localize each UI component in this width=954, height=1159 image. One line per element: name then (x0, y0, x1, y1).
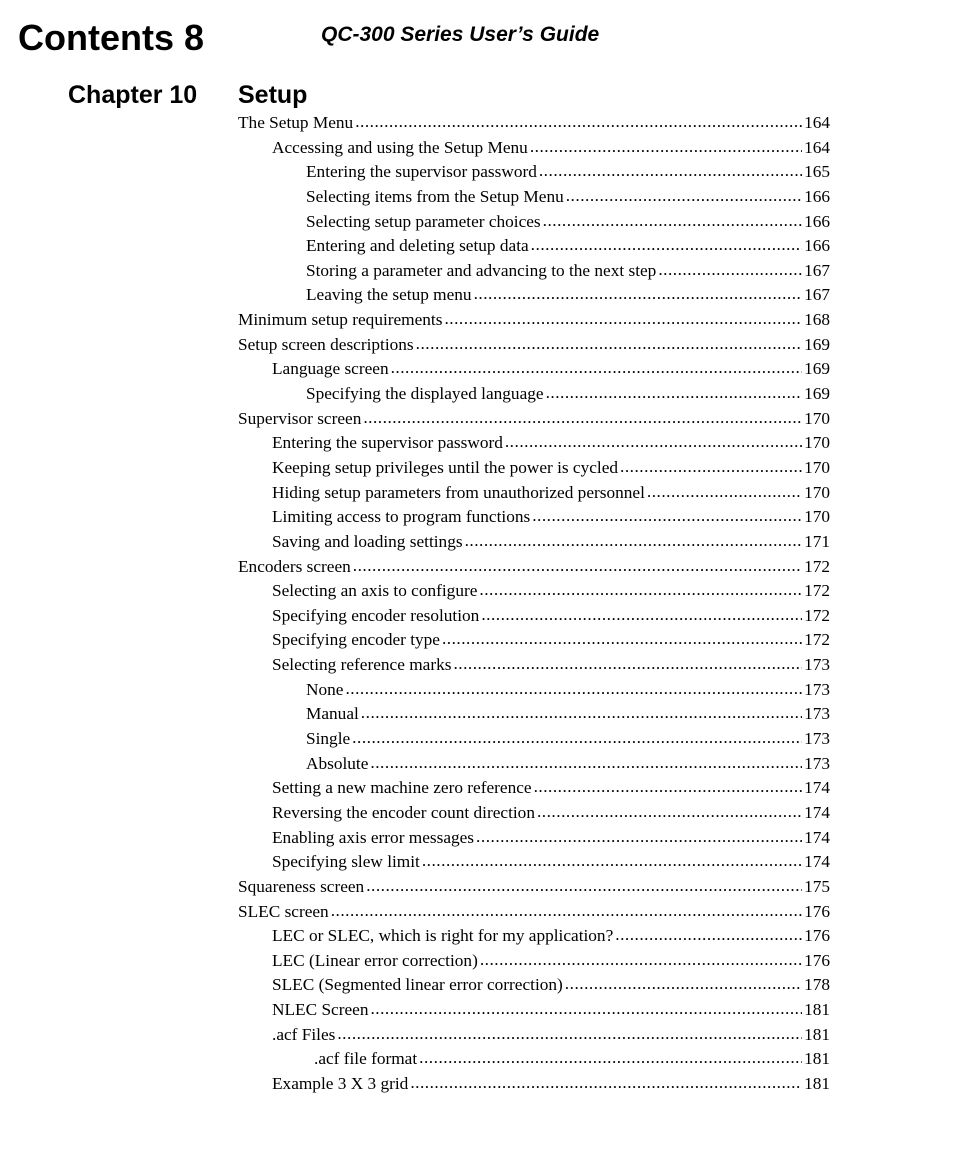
toc-page-number: 170 (804, 507, 830, 527)
dot-leader (416, 332, 802, 357)
toc-page-number: 169 (804, 384, 830, 404)
toc-entry[interactable] (238, 1023, 830, 1048)
toc-entry-title: .acf file format (314, 1049, 418, 1069)
toc-entry-title: Selecting reference marks (272, 655, 452, 675)
toc-entry-title: Hiding setup parameters from unauthorized personnel (272, 482, 645, 502)
toc-entry[interactable] (238, 456, 830, 481)
toc-entry[interactable] (238, 653, 830, 678)
toc-entry[interactable] (238, 604, 830, 629)
toc-entry[interactable] (238, 210, 830, 235)
toc-entry-title: Specifying encoder resolution (272, 605, 480, 625)
toc-entry-title: Setting a new machine zero reference (272, 778, 532, 798)
toc-page-number: 172 (804, 581, 830, 601)
toc-entry-title: Saving and loading settings (272, 531, 463, 551)
dot-leader (537, 800, 802, 825)
toc-entry-title: .acf Files (272, 1024, 336, 1044)
dot-leader (422, 849, 802, 874)
toc-page-number: 169 (804, 359, 830, 379)
toc-entry-title: LEC (Linear error correction) (272, 950, 478, 970)
toc-page-number: 173 (804, 679, 830, 699)
dot-leader (361, 701, 802, 726)
toc-entry[interactable] (238, 283, 830, 308)
toc-page-number: 172 (804, 556, 830, 576)
dot-leader (479, 578, 802, 603)
toc-page-number: 178 (804, 975, 830, 995)
toc-page-number: 176 (804, 950, 830, 970)
chapter-title: Setup (238, 81, 308, 109)
toc-entry[interactable] (238, 185, 830, 210)
toc-entry-title: Enabling axis error messages (272, 827, 475, 847)
toc-page-number: 181 (804, 1049, 830, 1069)
toc-page-number: 167 (804, 285, 830, 305)
toc-entry[interactable] (238, 333, 830, 358)
toc-entry-title: Single (306, 729, 351, 749)
dot-leader (531, 233, 802, 258)
toc-entry[interactable] (238, 776, 830, 801)
dot-leader (534, 775, 803, 800)
dot-leader (476, 825, 802, 850)
toc-entry[interactable] (238, 1047, 830, 1072)
dot-leader (539, 159, 802, 184)
toc-page-number: 166 (804, 236, 830, 256)
dot-leader (615, 923, 802, 948)
toc-page-number: 171 (804, 531, 830, 551)
toc-page-number: 173 (804, 655, 830, 675)
toc-page-number: 172 (804, 605, 830, 625)
dot-leader (620, 455, 802, 480)
toc-entry[interactable] (238, 579, 830, 604)
toc-entry[interactable] (238, 702, 830, 727)
toc-entry-title: NLEC Screen (272, 1000, 369, 1020)
toc-page-number: 164 (804, 137, 830, 157)
dot-leader (532, 504, 802, 529)
toc-page-number: 181 (804, 1024, 830, 1044)
toc-entry[interactable] (238, 407, 830, 432)
toc-entry[interactable] (238, 678, 830, 703)
toc-entry-title: Reversing the encoder count direction (272, 802, 535, 822)
dot-leader (658, 258, 802, 283)
toc-entry-title: Setup screen descriptions (238, 334, 414, 354)
dot-leader (465, 529, 803, 554)
toc-entry[interactable] (238, 431, 830, 456)
toc-entry[interactable] (238, 949, 830, 974)
dot-leader (355, 110, 802, 135)
dot-leader (370, 751, 802, 776)
toc-entry-title: Selecting an axis to configure (272, 581, 478, 601)
toc-entry-title: Example 3 X 3 grid (272, 1073, 409, 1093)
toc-page-number: 175 (804, 876, 830, 896)
toc-page-number: 166 (804, 186, 830, 206)
toc-entry-title: Specifying slew limit (272, 852, 420, 872)
toc-page-number: 170 (804, 482, 830, 502)
toc-entry[interactable] (238, 727, 830, 752)
toc-page-number: 166 (804, 211, 830, 231)
toc-entry[interactable] (238, 875, 830, 900)
toc-page-number: 174 (804, 852, 830, 872)
toc-entry[interactable] (238, 924, 830, 949)
toc-page-number: 173 (804, 729, 830, 749)
toc-entry[interactable] (238, 850, 830, 875)
toc-entry[interactable] (238, 826, 830, 851)
toc-entry[interactable] (238, 1072, 830, 1097)
toc-entry-title: Manual (306, 704, 359, 724)
dot-leader (366, 874, 802, 899)
toc-entry-title: Encoders screen (238, 556, 351, 576)
dot-leader (480, 948, 802, 973)
toc-entry[interactable] (238, 111, 830, 136)
dot-leader (410, 1071, 802, 1096)
dot-leader (370, 997, 802, 1022)
dot-leader (337, 1022, 802, 1047)
dot-leader (442, 627, 802, 652)
toc-page-number: 168 (804, 310, 830, 330)
dot-leader (543, 209, 802, 234)
dot-leader (353, 554, 802, 579)
toc-page-number: 181 (804, 1000, 830, 1020)
toc-entry-title: Language screen (272, 359, 389, 379)
toc-entry[interactable] (238, 555, 830, 580)
toc-entry[interactable] (238, 752, 830, 777)
toc-entry[interactable] (238, 308, 830, 333)
dot-leader (453, 652, 802, 677)
toc-page-number: 174 (804, 802, 830, 822)
toc-entry-title: Entering the supervisor password (272, 433, 503, 453)
toc-entry[interactable] (238, 259, 830, 284)
toc-entry[interactable] (238, 530, 830, 555)
toc-page-number: 176 (804, 901, 830, 921)
toc-entry[interactable] (238, 998, 830, 1023)
dot-leader (647, 480, 802, 505)
dot-leader (530, 135, 802, 160)
toc-entry-title: Absolute (306, 753, 369, 773)
toc-entry[interactable] (238, 160, 830, 185)
dot-leader (363, 406, 802, 431)
dot-leader (474, 282, 803, 307)
toc-page-number: 164 (804, 113, 830, 132)
toc-entry-title: None (306, 679, 344, 699)
dot-leader (345, 677, 802, 702)
toc-entry-title: Specifying the displayed language (306, 384, 544, 404)
toc-entry-title: Entering and deleting setup data (306, 236, 529, 256)
toc-page-number: 174 (804, 778, 830, 798)
dot-leader (444, 307, 802, 332)
dot-leader (352, 726, 802, 751)
toc-page-number: 169 (804, 334, 830, 354)
toc-entry-title: Specifying encoder type (272, 630, 440, 650)
dot-leader (481, 603, 802, 628)
dot-leader (546, 381, 803, 406)
toc-page-number: 167 (804, 260, 830, 280)
toc-page-number: 165 (804, 162, 830, 182)
toc-entry[interactable] (238, 382, 830, 407)
chapter-label: Chapter 10 (68, 81, 198, 109)
toc-entry[interactable] (238, 234, 830, 259)
toc-page-number: 173 (804, 704, 830, 724)
toc-entry-title: Keeping setup privileges until the power is cycled (272, 457, 619, 477)
toc-page-number: 173 (804, 753, 830, 773)
guide-title: QC-300 Series User’s Guide (321, 23, 600, 46)
toc-page-number: 170 (804, 433, 830, 453)
toc-entry-title: Supervisor screen (238, 408, 362, 428)
toc-page-number: 176 (804, 926, 830, 946)
contents-page-title: Contents 8 (18, 17, 205, 58)
dot-leader (419, 1046, 802, 1071)
toc-page-number: 181 (804, 1073, 830, 1093)
dot-leader (565, 972, 802, 997)
toc-entry[interactable] (238, 505, 830, 530)
toc-page-number: 174 (804, 827, 830, 847)
toc-entry[interactable] (238, 357, 830, 382)
toc-entry-title: SLEC screen (238, 901, 329, 921)
toc-entry-title: Squareness screen (238, 876, 365, 896)
dot-leader (505, 430, 802, 455)
dot-leader (566, 184, 802, 209)
toc-entry-title: SLEC (Segmented linear error correction) (272, 975, 563, 995)
dot-leader (331, 899, 802, 924)
toc-page-number: 170 (804, 408, 830, 428)
toc-entry[interactable] (238, 481, 830, 506)
toc-entry[interactable] (238, 628, 830, 653)
table-of-contents (238, 111, 830, 1097)
toc-entry[interactable] (238, 973, 830, 998)
toc-entry-title: Leaving the setup menu (306, 285, 472, 305)
toc-entry-title: Selecting setup parameter choices (306, 211, 541, 231)
toc-entry-title: LEC or SLEC, which is right for my application? (272, 926, 614, 946)
dot-leader (391, 356, 802, 381)
toc-entry-title: Minimum setup requirements (238, 310, 443, 330)
toc-entry-title: Entering the supervisor password (306, 162, 537, 182)
toc-page-number: 170 (804, 457, 830, 477)
toc-entry-title: Selecting items from the Setup Menu (306, 186, 564, 206)
toc-entry[interactable] (238, 801, 830, 826)
toc-entry-title: Storing a parameter and advancing to the next step (306, 260, 657, 280)
toc-entry-title: The Setup Menu (238, 113, 354, 132)
toc-page-number: 172 (804, 630, 830, 650)
toc-entry-title: Accessing and using the Setup Menu (272, 137, 528, 157)
toc-entry-title: Limiting access to program functions (272, 507, 531, 527)
toc-entry[interactable] (238, 900, 830, 925)
toc-entry[interactable] (238, 136, 830, 161)
